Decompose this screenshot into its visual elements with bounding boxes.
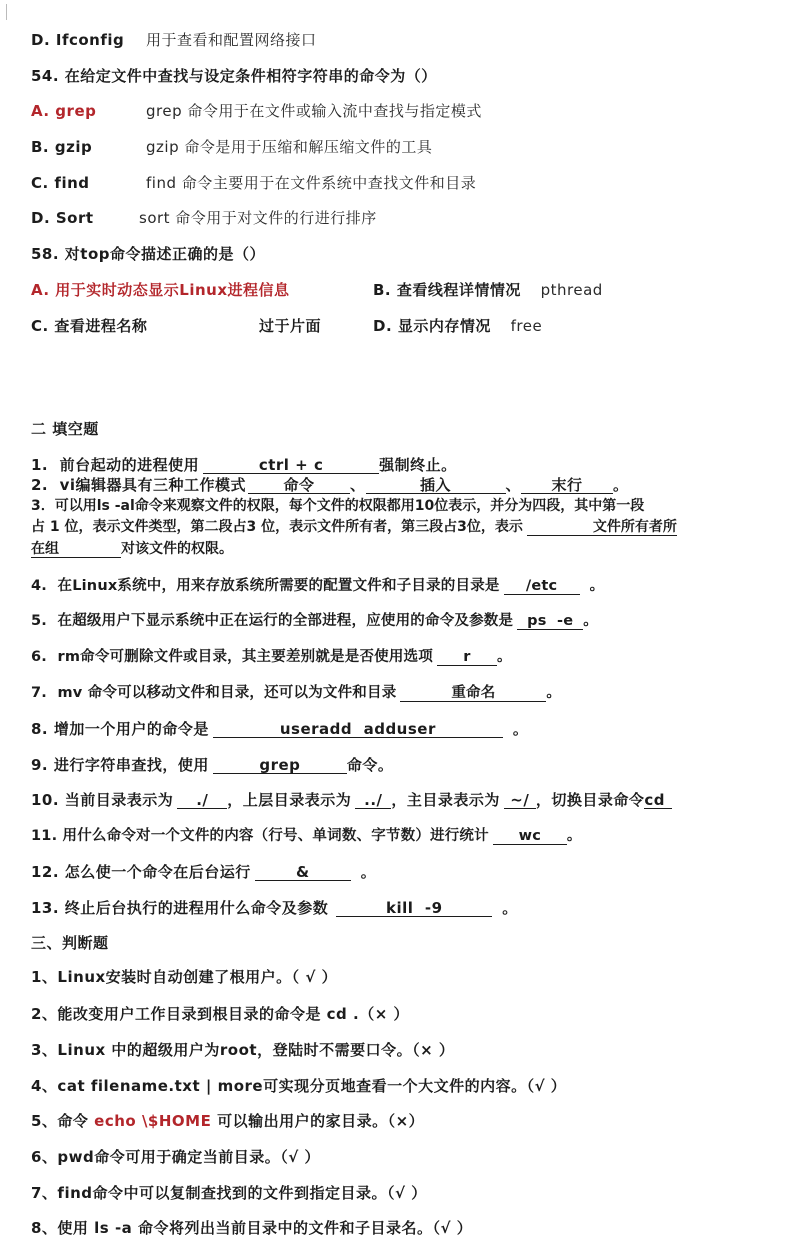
answer-blank: useradd adduser bbox=[213, 721, 503, 738]
fill-q10 bbox=[31, 791, 672, 809]
answer-blank: cd bbox=[644, 792, 672, 809]
page-edge-line bbox=[6, 4, 7, 20]
fill-q6 bbox=[31, 648, 512, 666]
question-text: 。 bbox=[589, 578, 605, 594]
answer-blank: ctrl + c bbox=[203, 457, 379, 474]
fill-q3-line1: 3．可以用ls -al命令来观察文件的权限，每个文件的权限都用10位表示，并分为四段，其中第一段 bbox=[31, 498, 645, 514]
question-text: 占 1 位，表示文件类型，第二段占3 位，表示文件所有者，第三段占3位，表示 bbox=[31, 519, 523, 535]
question-text: 。 bbox=[496, 649, 512, 665]
answer-blank: 插入 bbox=[366, 477, 506, 494]
answer-blank: 重命名 bbox=[400, 685, 546, 702]
question-text: 6. rm命令可删除文件或目录，其主要差别就是是否使用选项 bbox=[31, 649, 433, 665]
answer-blank: ps -e bbox=[517, 613, 583, 630]
question-text: ，主目录表示为 bbox=[391, 791, 500, 809]
question-text: 命令。 bbox=[346, 756, 394, 774]
question-text: 1. 前台起动的进程使用 bbox=[31, 456, 200, 474]
answer-blank: ~/ bbox=[504, 792, 536, 809]
q54-option-b bbox=[31, 138, 433, 156]
question-text: 可以输出用户的家目录。（×） bbox=[211, 1112, 425, 1130]
question-text: ，上层目录表示为 bbox=[227, 791, 352, 809]
judge-item: 7、find命令中可以复制查找到的文件到指定目录。（√ ） bbox=[31, 1184, 427, 1202]
question-text: 5. 在超级用户下显示系统中正在运行的全部进程，应使用的命令及参数是 bbox=[31, 613, 514, 629]
option-note: free bbox=[510, 317, 543, 335]
answer-blank: r bbox=[437, 649, 497, 666]
fill-q7 bbox=[31, 684, 561, 702]
question-text: 2. vi编辑器具有三种工作模式 bbox=[31, 476, 247, 494]
option-label: B. gzip bbox=[31, 138, 93, 156]
option-desc: 用于查看和配置网络接口 bbox=[146, 31, 317, 49]
judge-item: 8、使用 ls -a 命令将列出当前目录中的文件和子目录名。（√ ） bbox=[31, 1219, 473, 1237]
question-text: 。 bbox=[360, 863, 377, 881]
option-d-ifconfig bbox=[31, 31, 317, 49]
question-text: 11. 用什么命令对一个文件的内容（行号、单词数、字节数）进行统计 bbox=[31, 828, 489, 844]
option-label: D. Sort bbox=[31, 209, 94, 227]
judge-item: 4、cat filename.txt | more可实现分页地查看一个大文件的内容。（√ ） bbox=[31, 1077, 567, 1095]
fill-q3-line3 bbox=[31, 540, 233, 558]
q54-option-d bbox=[31, 209, 377, 227]
option-label: D. 显示内存情况 bbox=[373, 317, 491, 335]
fill-q2 bbox=[31, 476, 629, 494]
answer-blank: 文件所有者所 bbox=[527, 519, 677, 536]
question-text: 5、命令 bbox=[31, 1112, 95, 1130]
answer-blank: 命令 bbox=[248, 477, 350, 494]
answer-blank: ./ bbox=[177, 792, 227, 809]
q54-option-c bbox=[31, 174, 477, 192]
question-text: 8. 增加一个用户的命令是 bbox=[31, 720, 209, 738]
fill-q4 bbox=[31, 577, 604, 595]
answer-blank: ../ bbox=[355, 792, 391, 809]
question-text: 。 bbox=[613, 476, 629, 494]
answer-blank: kill -9 bbox=[336, 900, 492, 917]
q58-option-a: A. 用于实时动态显示Linux进程信息 bbox=[31, 281, 290, 299]
option-label: C. find bbox=[31, 174, 90, 192]
judge-item: 6、pwd命令可用于确定当前目录。（√ ） bbox=[31, 1148, 320, 1166]
answer-blank: & bbox=[255, 864, 351, 881]
fill-q5 bbox=[31, 612, 598, 630]
q58-option-d bbox=[373, 317, 542, 335]
question-text: 。 bbox=[502, 899, 518, 917]
fill-q8 bbox=[31, 720, 528, 738]
answer-blank: 末行 bbox=[521, 477, 613, 494]
question-text: 。 bbox=[546, 685, 562, 701]
fill-q1 bbox=[31, 456, 457, 474]
question-text: 7. mv 命令可以移动文件和目录，还可以为文件和目录 bbox=[31, 685, 397, 701]
q58-option-c-note: 过于片面 bbox=[259, 317, 322, 335]
question-text: 。 bbox=[583, 613, 598, 629]
question-text: 强制终止。 bbox=[379, 456, 457, 474]
q54-option-a bbox=[31, 102, 482, 120]
option-label: D. Ifconfig bbox=[31, 31, 125, 49]
fill-q12 bbox=[31, 863, 376, 881]
question-text: 12. 怎么使一个命令在后台运行 bbox=[31, 863, 251, 881]
option-label: B. 查看线程详情情况 bbox=[373, 281, 521, 299]
judge-item: 1、Linux安装时自动创建了根用户。（ √ ） bbox=[31, 968, 338, 986]
question-text: 4. 在Linux系统中，用来存放系统所需要的配置文件和子目录的目录是 bbox=[31, 578, 500, 594]
answer-blank: wc bbox=[493, 828, 567, 845]
question-text: 。 bbox=[566, 828, 582, 844]
question-text: 9. 进行字符串查找，使用 bbox=[31, 756, 209, 774]
question-text: 。 bbox=[512, 720, 529, 738]
question-text: ，切换目录命令 bbox=[535, 791, 645, 809]
command-text: echo \$HOME bbox=[94, 1112, 212, 1130]
question-text: 对该文件的权限。 bbox=[121, 541, 233, 557]
fill-q11 bbox=[31, 827, 582, 845]
separator: 、 bbox=[350, 476, 366, 494]
option-desc: sort 命令用于对文件的行进行排序 bbox=[139, 209, 377, 227]
judge-item: 3、Linux 中的超级用户为root，登陆时不需要口令。（× ） bbox=[31, 1041, 455, 1059]
separator: 、 bbox=[505, 476, 522, 494]
option-desc: find 命令主要用于在文件系统中查找文件和目录 bbox=[146, 174, 477, 192]
fill-q3-line2 bbox=[31, 518, 677, 536]
section-heading-judge: 三、判断题 bbox=[31, 934, 109, 952]
judge-item bbox=[31, 1112, 424, 1130]
section-heading-fill: 二 填空题 bbox=[31, 420, 99, 438]
option-label: C. 查看进程名称 bbox=[31, 317, 148, 335]
question-text: 13. 终止后台执行的进程用什么命令及参数 bbox=[31, 899, 329, 917]
q58-option-b bbox=[373, 281, 603, 299]
question-54: 54. 在给定文件中查找与设定条件相符字符串的命令为（） bbox=[31, 67, 437, 85]
option-desc: gzip 命令是用于压缩和解压缩文件的工具 bbox=[146, 138, 433, 156]
q58-option-c bbox=[31, 317, 147, 335]
question-text: 10. 当前目录表示为 bbox=[31, 791, 174, 809]
option-label: A. grep bbox=[31, 102, 97, 120]
answer-blank: grep bbox=[213, 757, 347, 774]
option-desc: grep 命令用于在文件或输入流中查找与指定模式 bbox=[146, 102, 482, 120]
fill-q9 bbox=[31, 756, 393, 774]
fill-q13 bbox=[31, 899, 518, 917]
answer-blank: /etc bbox=[504, 578, 580, 595]
judge-item: 2、能改变用户工作目录到根目录的命令是 cd .（× ） bbox=[31, 1005, 410, 1023]
option-note: pthread bbox=[540, 281, 603, 299]
answer-blank: 在组 bbox=[31, 541, 121, 558]
question-58: 58. 对top命令描述正确的是（） bbox=[31, 245, 266, 263]
